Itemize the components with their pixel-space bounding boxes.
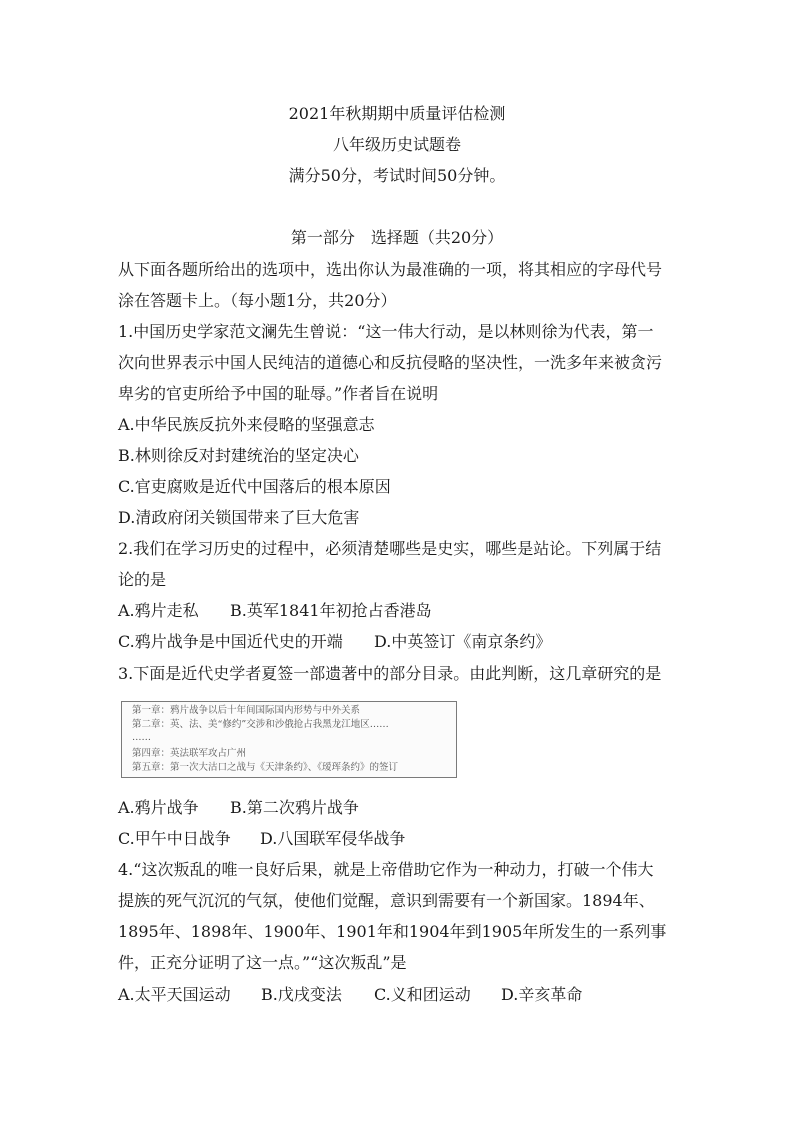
q1-option-a: A.中华民族反抗外来侵略的坚强意志 [118,415,375,434]
toc-item-3: …… [132,732,151,743]
toc-item-1: 第一章：鸦片战争以后十年间国际国内形势与中外关系 [132,705,361,716]
q3-option-b: B.第二次鸦片战争 [230,798,359,817]
toc-item-5: 第五章：第一次大沽口之战与《天津条约》、《瑷珲条约》的签订 [132,762,399,773]
toc-item-2: 第二章：英、法、美“修约”交涉和沙俄抢占我黑龙江地区…… [132,719,389,730]
exam-title: 2021年秋期期中质量评估检测 [288,104,506,123]
q2-option-a: A.鸦片走私 [118,601,199,620]
q4-option-d: D.辛亥革命 [501,985,583,1004]
q4-stem-line-2: 提族的死气沉沉的气氛，使他们觉醒，意识到需要有一个新国家。1894年、 [118,891,655,910]
q1-stem-line-3: 卑劣的官吏所给予中国的耻辱。”作者旨在说明 [118,384,439,403]
q4-stem-line-3: 1895年、1898年、1900年、1901年和1904年到1905年所发生的一系列事 [118,922,667,941]
q2-option-b: B.英军1841年初抢占香港岛 [230,601,432,620]
q4-option-b: B.戊戌变法 [261,985,342,1004]
q1-option-b: B.林则徐反对封建统治的坚定决心 [118,446,359,465]
q3-stem-line-1: 3.下面是近代史学者夏签一部遗著中的部分目录。由此判断，这几章研究的是 [118,664,662,683]
q2-stem-line-2: 论的是 [118,570,167,589]
q3-table-of-contents [121,701,457,778]
q3-option-c: C.甲午中日战争 [118,829,231,848]
q2-option-c: C.鸦片战争是中国近代史的开端 [118,632,343,651]
exam-note: 满分50分，考试时间50分钟。 [288,166,506,185]
q1-option-d: D.清政府闭关锁国带来了巨大危害 [118,508,360,527]
q4-option-c: C.义和团运动 [374,985,471,1004]
section-instruction-line-2: 涂在答题卡上。（每小题1分，共20分） [118,291,397,310]
q4-stem-line-4: 件，正充分证明了这一点。”“这次叛乱”是 [118,953,407,972]
q2-option-d: D.中英签订《南京条约》 [374,632,552,651]
q4-option-a: A.太平天国运动 [118,985,231,1004]
exam-subtitle: 八年级历史试题卷 [332,135,461,154]
q1-stem-line-2: 次向世界表示中国人民纯洁的道德心和反抗侵略的坚决性，一洗多年来被贪污 [118,353,663,372]
q1-stem-line-1: 1.中国历史学家范文澜先生曾说：“这一伟大行动，是以林则徐为代表，第一 [118,322,654,341]
toc-item-4: 第四章：英法联军攻占广州 [132,748,247,759]
section-instruction-line-1: 从下面各题所给出的选项中，选出你认为最准确的一项，将其相应的字母代号 [118,260,663,279]
q3-option-d: D.八国联军侵华战争 [260,829,406,848]
section-title: 第一部分 选择题（共20分） [290,228,504,247]
q1-option-c: C.官吏腐败是近代中国落后的根本原因 [118,477,391,496]
q3-option-a: A.鸦片战争 [118,798,199,817]
q2-stem-line-1: 2.我们在学习历史的过程中，必须清楚哪些是史实，哪些是站论。下列属于结 [118,539,662,558]
q4-stem-line-1: 4.“这次叛乱的唯一良好后果，就是上帝借助它作为一种动力，打破一个伟大 [118,860,654,879]
